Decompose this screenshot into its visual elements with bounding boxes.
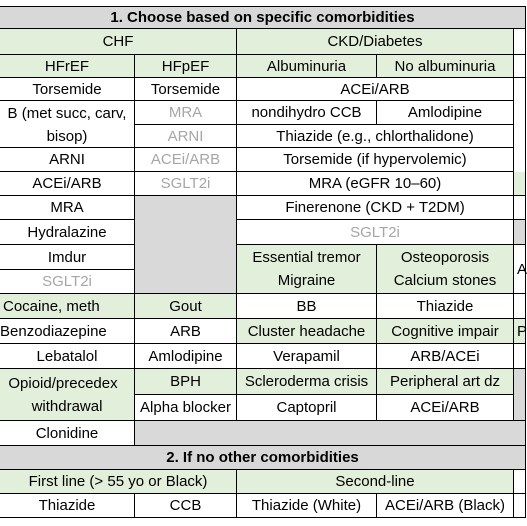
edge-cell (514, 29, 526, 55)
drug-alpha-blocker: Alpha blocker (135, 395, 237, 421)
ckd-item: Torsemide (if hypervolemic) (237, 148, 514, 172)
subheader-no-albuminuria: No albuminuria (377, 55, 514, 78)
condition-gout: Gout (135, 294, 237, 319)
secondline-thiazide-white: Thiazide (White) (237, 494, 377, 518)
hfpef-item: ARNI (135, 125, 237, 148)
firstline-ccb: CCB (135, 494, 237, 518)
condition-label: Osteoporosis (400, 249, 490, 266)
drug-bb: BB (237, 294, 377, 319)
edge-cell (514, 220, 526, 245)
secondline-header: Second-line (237, 470, 514, 494)
drug-acei-arb: ACEi/ARB (377, 395, 514, 421)
condition-tremor-migraine (237, 245, 377, 294)
hfref-item: Torsemide (0, 78, 135, 101)
drug-amlodipine: Amlodipine (135, 344, 237, 369)
hfpef-item: ACEi/ARB (135, 148, 237, 172)
condition-bph: BPH (135, 369, 237, 395)
drug-clonidine: Clonidine (0, 421, 135, 446)
condition-label: Calcium stones (393, 272, 497, 289)
edge-cell (514, 319, 526, 344)
hfpef-item: SGLT2i (135, 172, 237, 196)
edge-cell (514, 245, 526, 294)
edge-cell (514, 78, 526, 172)
drug-arb-acei: ARB/ACEi (377, 344, 514, 369)
firstline-header: First line (> 55 yo or Black) (0, 470, 237, 494)
condition-label: withdrawal (31, 397, 103, 415)
hfref-item: bisop) (0, 125, 135, 148)
ckd-item: Thiazide (e.g., chlorthalidone) (237, 125, 514, 148)
drug-thiazide: Thiazide (377, 294, 514, 319)
hfref-item: B (met succ, carv, (0, 101, 135, 125)
edge-cell (514, 196, 526, 220)
group-header-ckd-diabetes: CKD/Diabetes (237, 29, 514, 55)
subheader-hfpef: HFpEF (135, 55, 237, 78)
condition-label: Migraine (277, 272, 336, 289)
ckd-item: Finerenone (CKD + T2DM) (237, 196, 514, 220)
subheader-hfref: HFrEF (0, 55, 135, 78)
ckd-item: nondihydro CCB (237, 101, 377, 125)
condition-cognitive-impair: Cognitive impair (377, 319, 514, 344)
ckd-item: MRA (eGFR 10–60) (237, 172, 514, 196)
hfref-item: ARNI (0, 148, 135, 172)
condition-label: Opioid/precedex (8, 374, 118, 392)
condition-opioid-withdrawal (0, 369, 135, 421)
drug-label: Benzodiazepine (0, 322, 107, 340)
ckd-item: SGLT2i (237, 220, 514, 245)
section2-title: 2. If no other comorbidities (0, 446, 526, 470)
condition-scleroderma-crisis: Scleroderma crisis (237, 369, 377, 395)
edge-cell (514, 55, 526, 78)
empty-cell (135, 421, 526, 446)
hfpef-empty (135, 196, 237, 294)
condition-label: Cocaine, meth (3, 297, 100, 315)
drug-benzodiazepine (0, 319, 135, 344)
condition-cluster-headache: Cluster headache (237, 319, 377, 344)
hfref-item: ACEi/ARB (0, 172, 135, 196)
condition-cocaine-meth (0, 294, 135, 319)
edge-cell (514, 344, 526, 369)
section1-title: 1. Choose based on specific comorbidities (0, 6, 526, 29)
subheader-albuminuria: Albuminuria (237, 55, 377, 78)
drug-lebatalol: Lebatalol (0, 344, 135, 369)
edge-cell (514, 494, 526, 518)
hfref-item: SGLT2i (0, 270, 135, 294)
ckd-item: ACEi/ARB (237, 78, 514, 101)
condition-peripheral-art-dz: Peripheral art dz (377, 369, 514, 395)
hfref-item: Hydralazine (0, 220, 135, 245)
hfref-item: MRA (0, 196, 135, 220)
drug-arb: ARB (135, 319, 237, 344)
edge-cell (514, 172, 526, 196)
drug-verapamil: Verapamil (237, 344, 377, 369)
secondline-acei-arb-black: ACEi/ARB (Black) (377, 494, 514, 518)
hfref-item: Imdur (0, 245, 135, 270)
drug-captopril: Captopril (237, 395, 377, 421)
hfpef-item: Torsemide (135, 78, 237, 101)
hfpef-item: MRA (135, 101, 237, 125)
edge-letter: A (517, 260, 527, 278)
edge-cell (514, 294, 526, 319)
group-header-chf: CHF (0, 29, 237, 55)
edge-letter: P (517, 322, 527, 340)
edge-cell (514, 369, 526, 421)
condition-osteoporosis-stones (377, 245, 514, 294)
condition-label: Essential tremor (252, 249, 361, 266)
edge-cell (514, 470, 526, 494)
ckd-item: Amlodipine (377, 101, 514, 125)
firstline-thiazide: Thiazide (0, 494, 135, 518)
